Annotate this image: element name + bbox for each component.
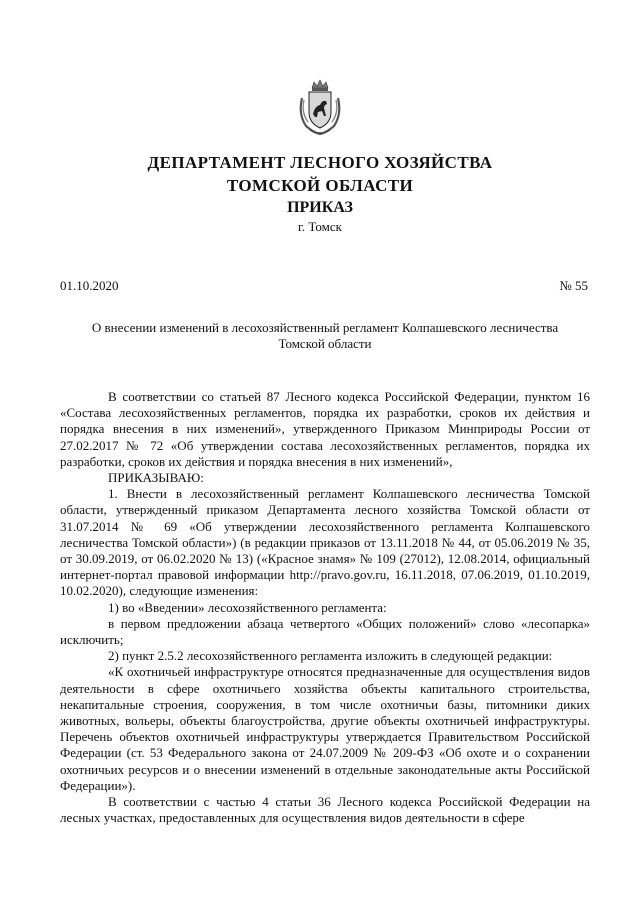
paragraph-subitem-1-text: в первом предложении абзаца четвертого «Общих положений» слово «лесопарка» исключить;: [60, 615, 590, 648]
document-city: г. Томск: [298, 219, 342, 234]
paragraph-order-word: ПРИКАЗЫВАЮ:: [108, 470, 204, 486]
paragraph-preamble: В соответствии со статьей 87 Лесного кодекса Российской Федерации, пунктом 16 «Состава лесохозяйственных регламентов, порядка их разработки, сроков их действия и порядка внесения в них изменений», утвержденного Приказом Минприроды России от 27.02.2017 № 72 «Об утверждении состава лесохозяйственных регламентов, порядка их разработки, сроков их действия и порядка внесения в них изменений»,: [60, 389, 590, 469]
subject-line2: Томской области: [278, 336, 372, 351]
paragraph-continuation: В соответствии с частью 4 статьи 36 Лесного кодекса Российской Федерации на лесных участках, предоставленных для осуществления видов деятельности в сфере: [60, 794, 590, 826]
document-number: № 55: [559, 278, 588, 293]
organization-name-line2: ТОМСКОЙ ОБЛАСТИ: [226, 176, 414, 195]
document-type: ПРИКАЗ: [287, 199, 353, 216]
document-date: 01.10.2020: [60, 278, 119, 293]
document-body: [60, 389, 590, 826]
paragraph-quote: «К охотничьей инфраструктуре относятся предназначенные для осуществления видов деятельности в сфере охотничьего хозяйства объекты капитального строительства, некапитальные строения, сооружения, в том числе охотничьи базы, питомники диких животных, вольеры, объекты благоустройства, другие объекты охотничьей инфраструктуры. Перечень объектов охотничьей инфраструктуры утверждается Правительством Российской Федерации (ст. 53 Федерального закона от 24.07.2009 № 209-ФЗ «Об охоте и о сохранении охотничьих ресурсов и о внесении изменений в отдельные законодательные акты Российской Федерации»).: [60, 664, 590, 793]
coat-of-arms-icon: [296, 78, 344, 136]
paragraph-item-1: 1. Внести в лесохозяйственный регламент Колпашевского лесничества Томской области, утвержденный приказом Департамента лесного хозяйства Томской области от 31.07.2014 № 69 «Об утверждении лесохозяйственного регламента Колпашевского лесничества Томской области») (в редакции приказов от 13.11.2018 № 44, от 05.06.2019 № 35, от 30.09.2019, от 06.02.2020 № 13) («Красное знамя» № 109 (27012), 12.08.2014, официальный интернет-портал правовой информации http://pravo.gov.ru, 16.11.2018, 07.06.2019, 01.10.2019, 10.02.2020), следующие изменения:: [60, 486, 590, 599]
organization-name-line1: ДЕПАРТАМЕНТ ЛЕСНОГО ХОЗЯЙСТВА: [147, 153, 493, 172]
paragraph-subitem-1: 1) во «Введении» лесохозяйственного регламента:: [108, 599, 387, 615]
subject-line1: О внесении изменений в лесохозяйственный регламент Колпашевского лесничества: [91, 320, 559, 335]
paragraph-subitem-2: 2) пункт 2.5.2 лесохозяйственного регламента изложить в следующей редакции:: [108, 648, 553, 664]
document-subject: [60, 320, 590, 352]
